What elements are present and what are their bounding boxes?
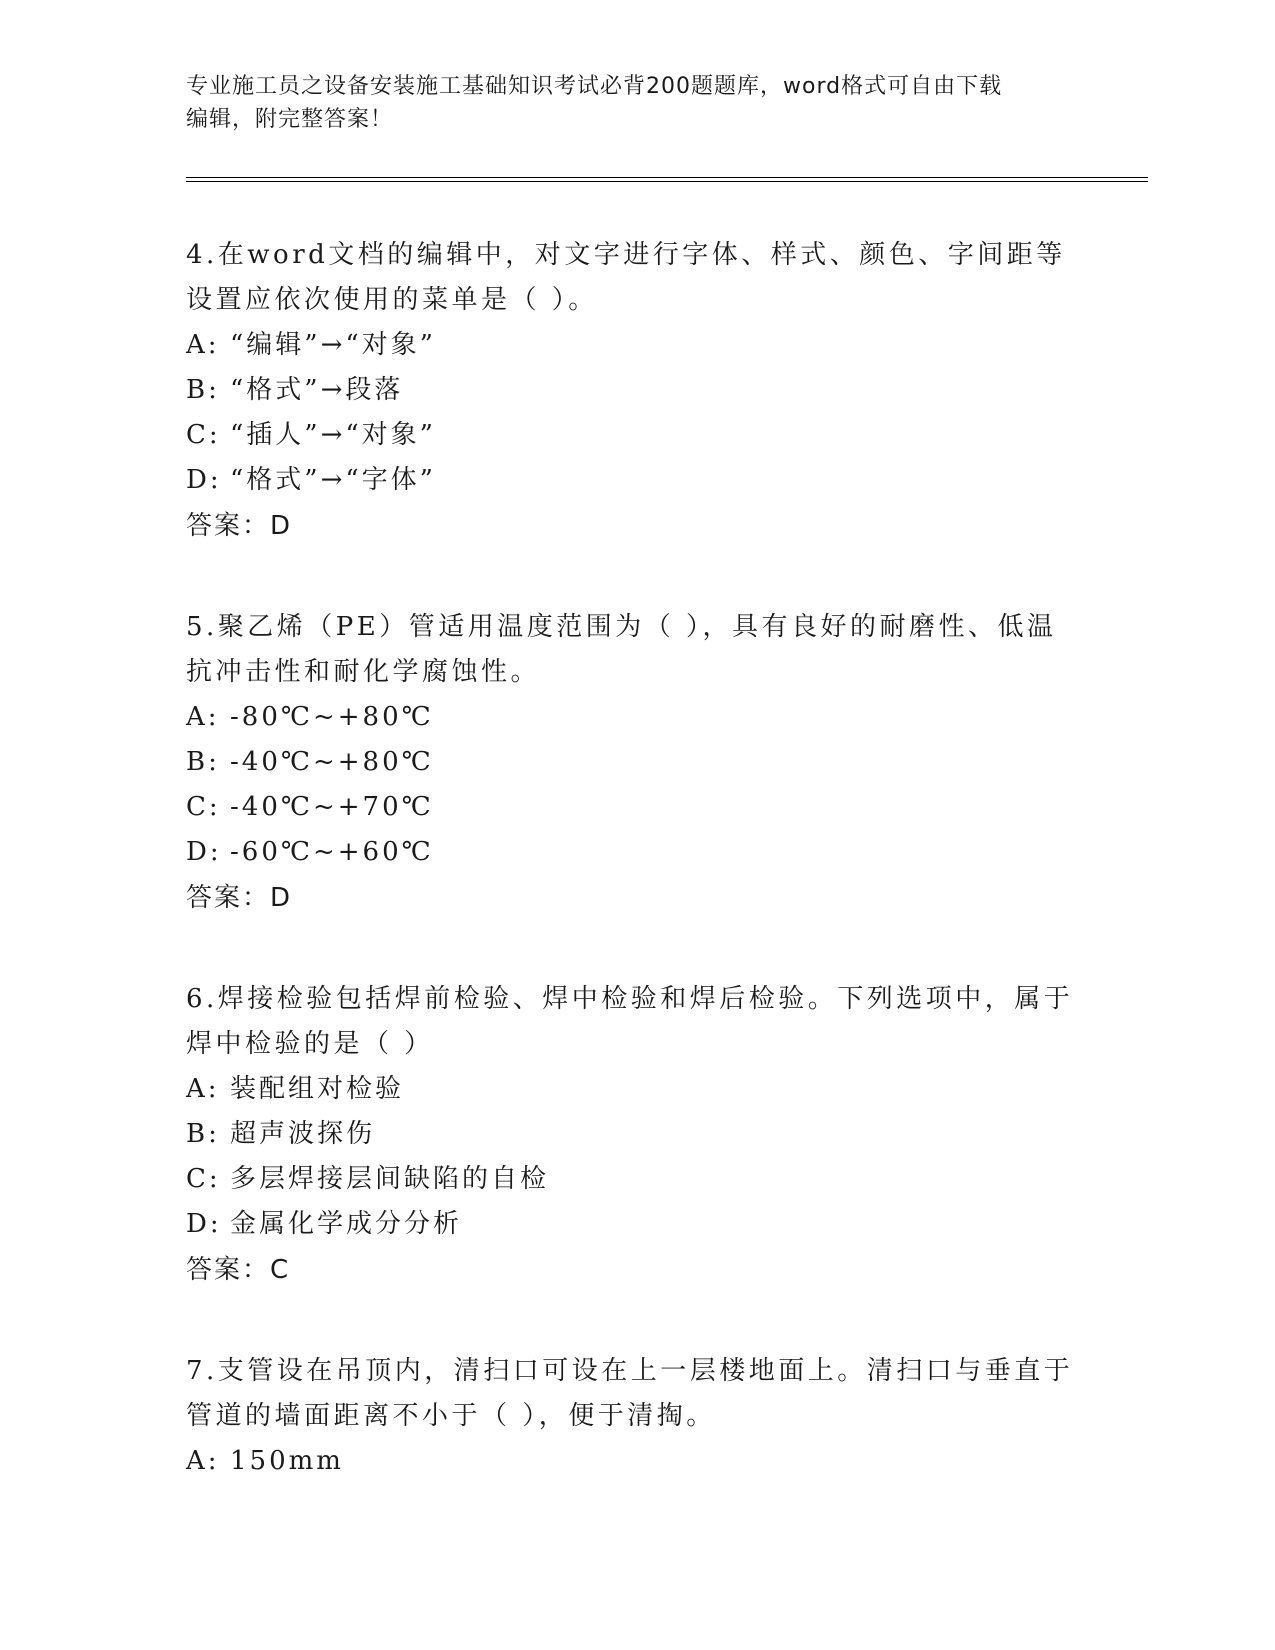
option-label: B:: [186, 747, 220, 777]
option-b: [186, 1112, 1076, 1157]
option-text: “格式”→段落: [230, 375, 404, 405]
option-text: -40℃~+70℃: [230, 792, 434, 822]
option-d: [186, 458, 1076, 503]
question-5: [186, 605, 1076, 921]
option-label: D:: [186, 837, 222, 867]
option-a: [186, 695, 1076, 740]
option-text: 装配组对检验: [230, 1074, 405, 1104]
option-label: B:: [186, 1119, 220, 1149]
option-text: -40℃~+80℃: [230, 747, 434, 777]
option-d: [186, 1202, 1076, 1247]
option-a: [186, 323, 1076, 368]
option-text: -60℃~+60℃: [230, 837, 434, 867]
header-title-line-1: 专业施工员之设备安装施工基础知识考试必背200题题库，word格式可自由下载: [186, 74, 1003, 99]
option-label: D:: [186, 465, 222, 495]
option-a: [186, 1439, 1076, 1484]
option-label: C:: [186, 1164, 221, 1194]
option-label: A:: [186, 1446, 220, 1476]
option-c: [186, 1157, 1076, 1202]
option-label: A:: [186, 330, 220, 360]
document-header: [186, 70, 1086, 136]
question-7: [186, 1349, 1076, 1484]
option-b: [186, 368, 1076, 413]
question-text: 4.在word文档的编辑中，对文字进行字体、样式、颜色、字间距等设置应依次使用的菜单是（ ）。: [186, 240, 1066, 315]
answer-line: 答案：D: [186, 511, 293, 541]
question-text: 6.焊接检验包括焊前检验、焊中检验和焊后检验。下列选项中，属于焊中检验的是（ ）: [186, 984, 1074, 1059]
option-text: 多层焊接层间缺陷的自检: [230, 1164, 550, 1194]
header-divider-bottom: [186, 181, 1148, 182]
answer-line: 答案：C: [186, 1255, 291, 1285]
option-text: “格式”→“字体”: [230, 465, 436, 495]
question-6: [186, 977, 1076, 1293]
option-text: 150mm: [230, 1446, 344, 1476]
question-text: 7.支管设在吊顶内，清扫口可设在上一层楼地面上。清扫口与垂直于管道的墙面距离不小于（ ），便于清掏。: [186, 1356, 1074, 1431]
question-text: 5.聚乙烯（PE）管适用温度范围为（ ），具有良好的耐磨性、低温抗冲击性和耐化学腐蚀性。: [186, 612, 1057, 687]
option-text: 金属化学成分分析: [230, 1209, 463, 1239]
option-b: [186, 740, 1076, 785]
option-text: -80℃~+80℃: [230, 702, 434, 732]
option-text: “编辑”→“对象”: [230, 330, 436, 360]
option-label: B:: [186, 375, 220, 405]
option-label: A:: [186, 1074, 220, 1104]
option-label: C:: [186, 420, 221, 450]
option-c: [186, 413, 1076, 458]
option-a: [186, 1067, 1076, 1112]
answer-line: 答案：D: [186, 883, 293, 913]
question-4: [186, 233, 1076, 549]
header-title-line-2: 编辑，附完整答案！: [186, 107, 394, 132]
option-d: [186, 830, 1076, 875]
option-c: [186, 785, 1076, 830]
option-text: 超声波探伤: [230, 1119, 376, 1149]
option-text: “插人”→“对象”: [230, 420, 436, 450]
option-label: D:: [186, 1209, 222, 1239]
question-list: [186, 233, 1076, 1540]
option-label: C:: [186, 792, 221, 822]
header-divider-top: [186, 177, 1148, 178]
option-label: A:: [186, 702, 220, 732]
